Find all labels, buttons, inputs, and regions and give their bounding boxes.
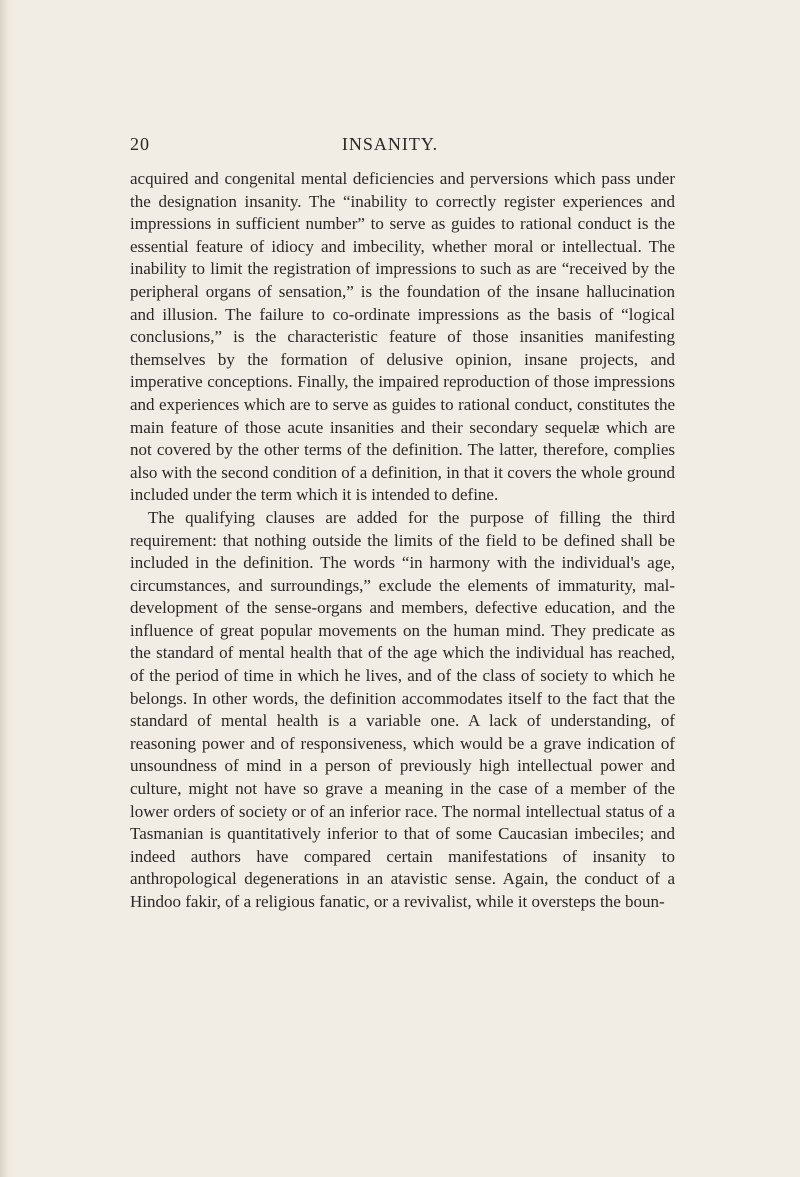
body-text [130, 168, 675, 914]
running-head [130, 134, 670, 155]
page-number: 20 [130, 134, 150, 154]
page-edge [0, 0, 14, 1177]
paragraph: acquired and congenital mental deficiencies and perversions which pass under the designation insanity. The “inability to correctly register experiences and impressions in sufficient number” to serve as guides to rational conduct is the essential feature of idiocy and imbecility, whether moral or intellectual. The inability to limit the registration of impressions to such as are “received by the peripheral organs of sensation,” is the foundation of the insane hallucination and illusion. The failure to co-ordinate impressions as the basis of “logical conclusions,” is the characteristic feature of those insanities manifesting themselves by the formation of delusive opinion, insane projects, and imperative conceptions. Finally, the impaired reproduction of those impressions and experiences which are to serve as guides to rational conduct, constitutes the main feature of those acute insanities and their secondary sequelæ which are not covered by the other terms of the definition. The latter, therefore, complies also with the second condition of a definition, in that it covers the whole ground included under the term which it is intended to define. [130, 169, 675, 505]
paragraph: The qualifying clauses are added for the purpose of filling the third requirement: that nothing outside the limits of the field to be defined shall be included in the definition. The words “in harmony with the individual's age, circumstances, and surroundings,” exclude the elements of immaturity, mal-development of the sense-organs and members, defective education, and the influence of great popular movements on the human mind. They predicate as the standard of mental health that of the age which the individual has reached, of the period of time in which he lives, and of the class of society to which he belongs. In other words, the definition accommodates itself to the fact that the standard of mental health is a variable one. A lack of understanding, of reasoning power and of responsiveness, which would be a grave indication of unsoundness of mind in a person of previously high intellectual power and culture, might not have so grave a meaning in the case of a member of the lower orders of society or of an inferior race. The normal intellectual status of a Tasmanian is quantitatively inferior to that of some Caucasian imbeciles; and indeed authors have compared certain manifestations of insanity to anthropological degenerations in an atavistic sense. Again, the conduct of a Hindoo fakir, of a religious fanatic, or a revivalist, while it oversteps the boun- [130, 507, 675, 911]
running-title: INSANITY. [341, 134, 439, 154]
